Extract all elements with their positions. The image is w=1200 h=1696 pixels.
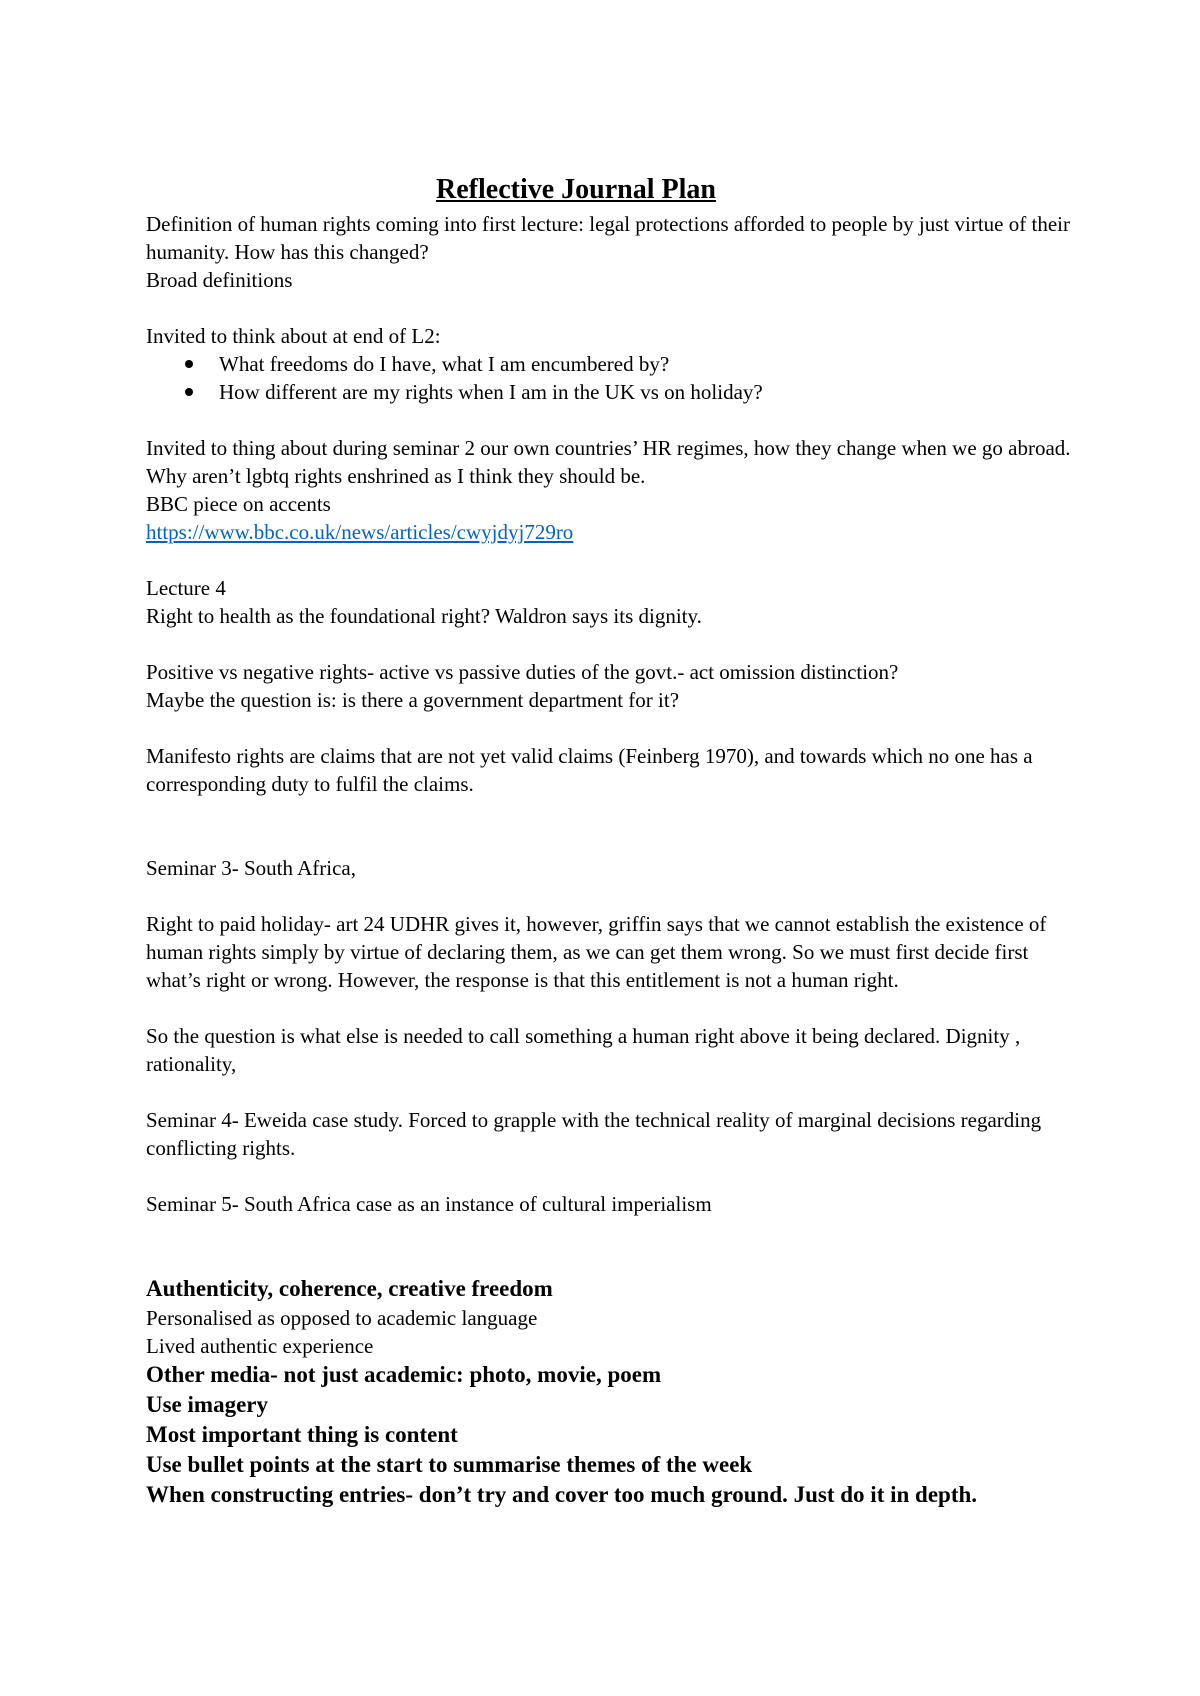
criteria-bold-item: Use bullet points at the start to summarise themes of the week xyxy=(146,1452,753,1477)
l2-bullet-list xyxy=(146,350,1076,406)
criteria-item: Personalised as opposed to academic language xyxy=(146,1306,538,1330)
spacer xyxy=(146,1218,1076,1274)
l2-heading: Invited to think about at end of L2: xyxy=(146,324,441,348)
seminar2-text: Invited to thing about during seminar 2 our own countries’ HR regimes, how they change when we go abroad. Why aren’t lgbtq rights enshrined as I think they should be. xyxy=(146,436,1071,488)
spacer xyxy=(146,630,1076,658)
list-item xyxy=(146,350,1076,378)
bullet-icon xyxy=(185,360,193,368)
spacer xyxy=(146,406,1076,434)
bbc-link-line xyxy=(146,518,1076,546)
criteria-bold-item: Most important thing is content xyxy=(146,1422,458,1447)
list-item xyxy=(146,378,1076,406)
criteria-bold-item: Other media- not just academic: photo, movie, poem xyxy=(146,1362,662,1387)
seminar4-text: Seminar 4- Eweida case study. Forced to grapple with the technical reality of marginal decisions regarding conflicting rights. xyxy=(146,1108,1042,1160)
positive-negative-rights: Positive vs negative rights- active vs passive duties of the govt.- act omission distinction? xyxy=(146,660,899,684)
spacer xyxy=(146,994,1076,1022)
bullet-text: How different are my rights when I am in the UK vs on holiday? xyxy=(219,380,763,404)
criteria-bold-item: Use imagery xyxy=(146,1392,268,1417)
lecture4-heading: Lecture 4 xyxy=(146,576,226,600)
document-title: Reflective Journal Plan xyxy=(436,174,716,205)
bbc-article-link[interactable]: https://www.bbc.co.uk/news/articles/cwyjdyj729ro xyxy=(146,520,574,544)
spacer xyxy=(146,1078,1076,1106)
intro-definition: Definition of human rights coming into first lecture: legal protections afforded to people by just virtue of their humanity. How has this changed? xyxy=(146,212,1070,264)
spacer xyxy=(146,546,1076,574)
bullet-icon xyxy=(185,388,193,396)
spacer xyxy=(146,294,1076,322)
spacer xyxy=(146,714,1076,742)
spacer xyxy=(146,1162,1076,1190)
spacer xyxy=(146,882,1076,910)
seminar5-text: Seminar 5- South Africa case as an instance of cultural imperialism xyxy=(146,1192,712,1216)
seminar3-question: So the question is what else is needed to call something a human right above it being declared. Dignity , rationality, xyxy=(146,1024,1021,1076)
manifesto-rights: Manifesto rights are claims that are not yet valid claims (Feinberg 1970), and towards which no one has a corresponding duty to fulfil the claims. xyxy=(146,744,1033,796)
criteria-heading: Authenticity, coherence, creative freedom xyxy=(146,1276,553,1301)
bullet-text: What freedoms do I have, what I am encumbered by? xyxy=(219,352,670,376)
government-department-question: Maybe the question is: is there a government department for it? xyxy=(146,688,680,712)
criteria-bold-item: When constructing entries- don’t try and cover too much ground. Just do it in depth. xyxy=(146,1482,978,1507)
seminar3-heading: Seminar 3- South Africa, xyxy=(146,856,356,880)
intro-broad-definitions: Broad definitions xyxy=(146,268,293,292)
document-page xyxy=(146,172,1076,1510)
lecture4-text: Right to health as the foundational right? Waldron says its dignity. xyxy=(146,604,702,628)
spacer xyxy=(146,798,1076,854)
criteria-item: Lived authentic experience xyxy=(146,1334,374,1358)
seminar3-paid-holiday: Right to paid holiday- art 24 UDHR gives it, however, griffin says that we cannot establish the existence of human rights simply by virtue of declaring them, as we can get them wrong. So we must first decide first what’s right or wrong. However, the response is that this entitlement is not a human right. xyxy=(146,912,1047,992)
bbc-piece-label: BBC piece on accents xyxy=(146,492,331,516)
